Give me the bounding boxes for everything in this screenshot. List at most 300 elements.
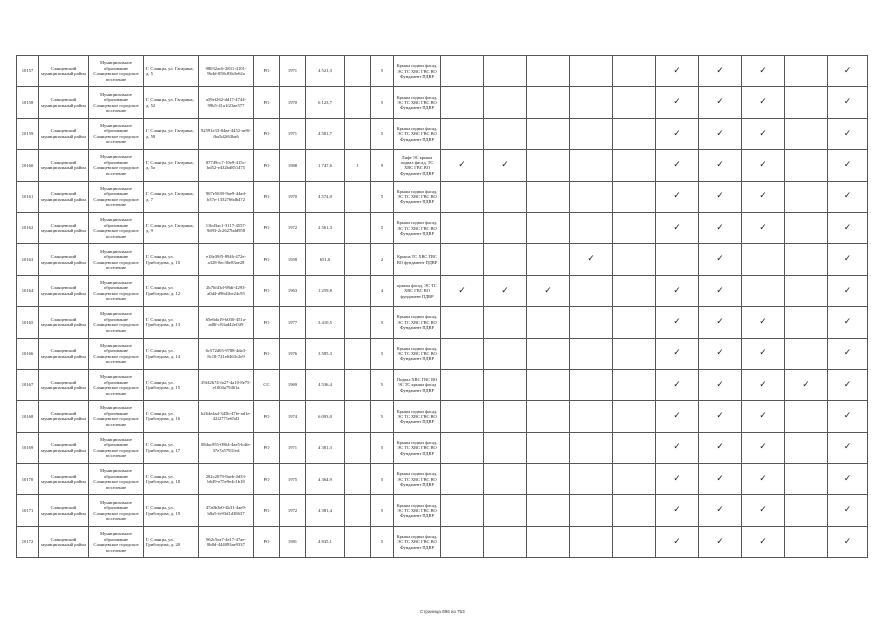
district-cell: Сланцевский муниципальный район — [39, 244, 89, 275]
empty-mark-cell — [484, 181, 527, 212]
check-mark-icon: ✓ — [656, 338, 699, 369]
table-body — [17, 56, 868, 558]
check-mark-icon: ✓ — [656, 464, 699, 495]
empty-mark-cell — [613, 181, 656, 212]
empty-mark-cell — [570, 150, 613, 181]
column-9-cell — [345, 526, 371, 557]
empty-mark-cell — [785, 150, 828, 181]
check-mark-icon: ✓ — [699, 56, 742, 87]
empty-mark-cell — [613, 495, 656, 526]
municipality-cell: Муниципальное образование Сланцевское городское поселение — [89, 526, 144, 557]
column-9-cell — [345, 495, 371, 526]
check-mark-icon: ✓ — [441, 275, 484, 306]
area-cell: 6 093,0 — [306, 401, 345, 432]
area-cell: 651,0 — [306, 244, 345, 275]
row-number: 10166 — [17, 338, 39, 369]
row-number: 10161 — [17, 181, 39, 212]
fias-code-cell: 6c572d03-9788-4da3-8c18-721e6463c2e9 — [199, 338, 254, 369]
management-form-cell: РО — [254, 495, 280, 526]
empty-mark-cell — [484, 401, 527, 432]
district-cell: Сланцевский муниципальный район — [39, 150, 89, 181]
fias-code-cell: 98032ac6-2831-4101-9b4d-858c83b3e62a — [199, 56, 254, 87]
check-mark-icon: ✓ — [828, 56, 868, 87]
management-form-cell: РО — [254, 244, 280, 275]
column-9-cell — [345, 401, 371, 432]
check-mark-icon: ✓ — [828, 432, 868, 463]
check-mark-icon: ✓ — [828, 181, 868, 212]
empty-mark-cell — [785, 181, 828, 212]
column-10-cell: 4 — [371, 275, 394, 306]
check-mark-icon: ✓ — [742, 150, 785, 181]
district-cell: Сланцевский муниципальный район — [39, 526, 89, 557]
address-cell: Г. Сланцы, ул. Грибоедова, д. 14 — [144, 338, 199, 369]
empty-mark-cell — [441, 244, 484, 275]
area-cell: 4 574,0 — [306, 181, 345, 212]
table-row — [17, 495, 868, 526]
empty-mark-cell — [441, 56, 484, 87]
empty-mark-cell — [613, 150, 656, 181]
management-form-cell: РО — [254, 181, 280, 212]
check-mark-icon: ✓ — [742, 118, 785, 149]
empty-mark-cell — [441, 432, 484, 463]
empty-mark-cell — [527, 401, 570, 432]
check-mark-icon: ✓ — [742, 56, 785, 87]
area-cell: 1 259,8 — [306, 275, 345, 306]
table-row — [17, 87, 868, 118]
district-cell: Сланцевский муниципальный район — [39, 401, 89, 432]
check-mark-icon: ✓ — [699, 338, 742, 369]
management-form-cell: СС — [254, 369, 280, 400]
works-cell: Крыша подвал фасад, ЭС ТС ХВС ГВС ВО Фундамент ПДВР — [394, 401, 441, 432]
management-form-cell: РО — [254, 212, 280, 243]
area-cell: 4 364,9 — [306, 464, 345, 495]
fias-code-cell: 08dac955-0964-4ae5-b4fe-37e7a57931ed — [199, 432, 254, 463]
address-cell: Г. Сланцы, ул. Грибоедова, д. 15 — [144, 369, 199, 400]
empty-mark-cell — [742, 244, 785, 275]
empty-mark-cell — [613, 432, 656, 463]
empty-mark-cell — [613, 338, 656, 369]
empty-mark-cell — [527, 369, 570, 400]
address-cell: Г. Сланцы, ул. Грибоедова, д. 13 — [144, 307, 199, 338]
empty-mark-cell — [785, 87, 828, 118]
empty-mark-cell — [570, 369, 613, 400]
empty-mark-cell — [484, 432, 527, 463]
page-footer: Страница 696 из 753 — [420, 609, 465, 614]
check-mark-icon: ✓ — [656, 150, 699, 181]
check-mark-icon: ✓ — [742, 526, 785, 557]
empty-mark-cell — [484, 495, 527, 526]
empty-mark-cell — [441, 401, 484, 432]
check-mark-icon: ✓ — [699, 432, 742, 463]
empty-mark-cell — [527, 495, 570, 526]
year-cell: 1969 — [280, 369, 306, 400]
check-mark-icon: ✓ — [828, 401, 868, 432]
column-9-cell — [345, 275, 371, 306]
check-mark-icon: ✓ — [742, 464, 785, 495]
management-form-cell: РО — [254, 56, 280, 87]
empty-mark-cell — [613, 118, 656, 149]
column-10-cell: 5 — [371, 212, 394, 243]
empty-mark-cell — [570, 526, 613, 557]
address-cell: Г. Сланцы, ул. Гагарина, д. 5а — [144, 150, 199, 181]
empty-mark-cell — [441, 495, 484, 526]
area-cell: 2 561,3 — [306, 212, 345, 243]
management-form-cell: РО — [254, 275, 280, 306]
management-form-cell: РО — [254, 401, 280, 432]
works-cell: Лифт ЭС крыша подвал фасад, ТС ХВС ГВС ВО Фундамент ПДВР — [394, 150, 441, 181]
empty-mark-cell — [613, 275, 656, 306]
works-cell: крыша фасад, ЭС ТС ХВС ГВС ВО фундамент ПДВР — [394, 275, 441, 306]
column-9-cell — [345, 432, 371, 463]
works-cell: Крыша ТС ХВС ГВС ВО фундамент ПДВР — [394, 244, 441, 275]
fias-code-cell: 92591e33-84ea-4452-ae9f-fba5d2f63ba6 — [199, 118, 254, 149]
row-number: 10158 — [17, 87, 39, 118]
year-cell: 1970 — [280, 181, 306, 212]
empty-mark-cell — [527, 338, 570, 369]
check-mark-icon: ✓ — [828, 244, 868, 275]
address-cell: Г. Сланцы, ул. Грибоедова, д. 12 — [144, 275, 199, 306]
year-cell: 1971 — [280, 118, 306, 149]
empty-mark-cell — [570, 56, 613, 87]
works-cell: Подвал ХВС ГВС ВО ЭС ТС крыша фасад Фундамент ПДВР — [394, 369, 441, 400]
check-mark-icon: ✓ — [484, 275, 527, 306]
year-cell: 1972 — [280, 495, 306, 526]
row-number: 10167 — [17, 369, 39, 400]
empty-mark-cell — [441, 464, 484, 495]
empty-mark-cell — [785, 244, 828, 275]
check-mark-icon: ✓ — [656, 495, 699, 526]
empty-mark-cell — [613, 87, 656, 118]
empty-mark-cell — [570, 275, 613, 306]
empty-mark-cell — [785, 56, 828, 87]
empty-mark-cell — [441, 181, 484, 212]
works-cell: Крыша подвал фасад, ЭС ТС ХВС ГВС ВО Фундамент ПДВР — [394, 307, 441, 338]
check-mark-icon: ✓ — [742, 212, 785, 243]
check-mark-icon: ✓ — [441, 150, 484, 181]
empty-mark-cell — [527, 244, 570, 275]
column-9-cell — [345, 464, 371, 495]
empty-mark-cell — [527, 181, 570, 212]
check-mark-icon: ✓ — [742, 401, 785, 432]
management-form-cell: РО — [254, 338, 280, 369]
table-row — [17, 181, 868, 212]
works-cell: Крыша подвал фасад, ЭС ТС ХВС ГВС ВО Фундамент ПДВР — [394, 181, 441, 212]
column-9-cell: 1 — [345, 150, 371, 181]
municipality-cell: Муниципальное образование Сланцевское городское поселение — [89, 338, 144, 369]
year-cell: 1975 — [280, 464, 306, 495]
row-number: 10169 — [17, 432, 39, 463]
empty-mark-cell — [785, 307, 828, 338]
check-mark-icon: ✓ — [785, 369, 828, 400]
management-form-cell: РО — [254, 150, 280, 181]
check-mark-icon: ✓ — [828, 307, 868, 338]
empty-mark-cell — [613, 526, 656, 557]
check-mark-icon: ✓ — [828, 338, 868, 369]
empty-mark-cell — [570, 87, 613, 118]
row-number: 10165 — [17, 307, 39, 338]
empty-mark-cell — [441, 118, 484, 149]
check-mark-icon: ✓ — [742, 432, 785, 463]
empty-mark-cell — [570, 464, 613, 495]
check-mark-icon: ✓ — [656, 181, 699, 212]
empty-mark-cell — [613, 464, 656, 495]
works-cell: Крыша подвал фасад, ЭС ТС ХВС ГВС ВО Фундамент ПДВР — [394, 87, 441, 118]
management-form-cell: РО — [254, 432, 280, 463]
area-cell: 4 521,3 — [306, 56, 345, 87]
check-mark-icon: ✓ — [828, 464, 868, 495]
check-mark-icon: ✓ — [656, 307, 699, 338]
empty-mark-cell — [441, 87, 484, 118]
municipality-cell: Муниципальное образование Сланцевское городское поселение — [89, 244, 144, 275]
table-row — [17, 464, 868, 495]
fias-code-cell: e18e39f5-8946-472e-a328-8ec36e83ae28 — [199, 244, 254, 275]
table-row — [17, 369, 868, 400]
empty-mark-cell — [484, 338, 527, 369]
table-row — [17, 56, 868, 87]
table-row — [17, 244, 868, 275]
column-10-cell: 9 — [371, 150, 394, 181]
management-form-cell: РО — [254, 118, 280, 149]
management-form-cell: РО — [254, 526, 280, 557]
check-mark-icon: ✓ — [656, 526, 699, 557]
check-mark-icon: ✓ — [742, 307, 785, 338]
column-10-cell: 5 — [371, 432, 394, 463]
empty-mark-cell — [785, 118, 828, 149]
district-cell: Сланцевский муниципальный район — [39, 275, 89, 306]
empty-mark-cell — [613, 401, 656, 432]
district-cell: Сланцевский муниципальный район — [39, 181, 89, 212]
empty-mark-cell — [570, 401, 613, 432]
empty-mark-cell — [570, 432, 613, 463]
management-form-cell: РО — [254, 464, 280, 495]
area-cell: 4 581,7 — [306, 118, 345, 149]
empty-mark-cell — [441, 212, 484, 243]
table-row — [17, 432, 868, 463]
year-cell: 1970 — [280, 87, 306, 118]
column-10-cell: 5 — [371, 118, 394, 149]
empty-mark-cell — [484, 526, 527, 557]
check-mark-icon: ✓ — [828, 150, 868, 181]
empty-mark-cell — [613, 56, 656, 87]
empty-mark-cell — [484, 118, 527, 149]
row-number: 10168 — [17, 401, 39, 432]
empty-mark-cell — [527, 118, 570, 149]
check-mark-icon: ✓ — [828, 495, 868, 526]
check-mark-icon: ✓ — [484, 150, 527, 181]
district-cell: Сланцевский муниципальный район — [39, 432, 89, 463]
empty-mark-cell — [785, 432, 828, 463]
column-9-cell — [345, 307, 371, 338]
empty-mark-cell — [785, 401, 828, 432]
municipality-cell: Муниципальное образование Сланцевское городское поселение — [89, 212, 144, 243]
works-cell: Крыша подвал фасад, ЭС ТС ХВС ГВС ВО Фундамент ПДВР — [394, 495, 441, 526]
municipality-cell: Муниципальное образование Сланцевское городское поселение — [89, 150, 144, 181]
check-mark-icon: ✓ — [570, 244, 613, 275]
check-mark-icon: ✓ — [699, 495, 742, 526]
empty-mark-cell — [484, 212, 527, 243]
district-cell: Сланцевский муниципальный район — [39, 338, 89, 369]
empty-mark-cell — [613, 212, 656, 243]
table-row — [17, 338, 868, 369]
row-number: 10172 — [17, 526, 39, 557]
district-cell: Сланцевский муниципальный район — [39, 87, 89, 118]
empty-mark-cell — [570, 307, 613, 338]
fias-code-cell: 29f42b74-fa27-4a10-8e75-e1004a79461a — [199, 369, 254, 400]
address-cell: Г. Сланцы, ул. Гагарина, д. 7 — [144, 181, 199, 212]
check-mark-icon: ✓ — [742, 369, 785, 400]
check-mark-icon: ✓ — [742, 87, 785, 118]
check-mark-icon: ✓ — [828, 118, 868, 149]
check-mark-icon: ✓ — [656, 275, 699, 306]
year-cell: 1981 — [280, 526, 306, 557]
municipality-cell: Муниципальное образование Сланцевское городское поселение — [89, 307, 144, 338]
empty-mark-cell — [527, 526, 570, 557]
check-mark-icon: ✓ — [828, 369, 868, 400]
check-mark-icon: ✓ — [828, 526, 868, 557]
row-number: 10171 — [17, 495, 39, 526]
column-10-cell: 5 — [371, 307, 394, 338]
check-mark-icon: ✓ — [699, 369, 742, 400]
works-cell: Крыша подвал фасад, ЭС ТС ХВС ГВС ВО Фундамент ПДВР — [394, 526, 441, 557]
empty-mark-cell — [527, 432, 570, 463]
area-cell: 1 747,6 — [306, 150, 345, 181]
check-mark-icon: ✓ — [527, 275, 570, 306]
area-cell: 4 835,1 — [306, 526, 345, 557]
empty-mark-cell — [570, 118, 613, 149]
district-cell: Сланцевский муниципальный район — [39, 307, 89, 338]
empty-mark-cell — [570, 495, 613, 526]
municipality-cell: Муниципальное образование Сланцевское городское поселение — [89, 432, 144, 463]
column-10-cell: 5 — [371, 369, 394, 400]
works-cell: Крыша подвал фасад, ЭС ТС ХВС ГВС ВО Фундамент ПДВР — [394, 338, 441, 369]
year-cell: 1963 — [280, 275, 306, 306]
address-cell: Г. Сланцы, ул. Грибоедова, д. 16 — [144, 401, 199, 432]
table-row — [17, 275, 868, 306]
empty-mark-cell — [484, 369, 527, 400]
row-number: 10160 — [17, 150, 39, 181]
empty-mark-cell — [785, 275, 828, 306]
empty-mark-cell — [484, 464, 527, 495]
area-cell: 6 123,7 — [306, 87, 345, 118]
table-row — [17, 150, 868, 181]
empty-mark-cell — [613, 244, 656, 275]
municipality-cell: Муниципальное образование Сланцевское городское поселение — [89, 87, 144, 118]
empty-mark-cell — [527, 150, 570, 181]
empty-mark-cell — [570, 181, 613, 212]
column-9-cell — [345, 56, 371, 87]
check-mark-icon: ✓ — [742, 495, 785, 526]
row-number: 10157 — [17, 56, 39, 87]
district-cell: Сланцевский муниципальный район — [39, 464, 89, 495]
table-row — [17, 526, 868, 557]
check-mark-icon: ✓ — [699, 212, 742, 243]
column-10-cell: 5 — [371, 338, 394, 369]
check-mark-icon: ✓ — [699, 244, 742, 275]
row-number: 10164 — [17, 275, 39, 306]
check-mark-icon: ✓ — [699, 181, 742, 212]
row-number: 10163 — [17, 244, 39, 275]
area-cell: 4 536,4 — [306, 369, 345, 400]
management-form-cell: РО — [254, 307, 280, 338]
works-cell: Крыша подвал фасад, ЭС ТС ХВС ГВС ВО Фундамент ПДВР — [394, 464, 441, 495]
fias-code-cell: 2b76f43d-98df-4293-a0d4-d96d1be24c95 — [199, 275, 254, 306]
column-9-cell — [345, 338, 371, 369]
year-cell: 1988 — [280, 150, 306, 181]
column-9-cell — [345, 118, 371, 149]
check-mark-icon: ✓ — [699, 87, 742, 118]
year-cell: 1971 — [280, 56, 306, 87]
check-mark-icon: ✓ — [699, 526, 742, 557]
column-9-cell — [345, 87, 371, 118]
table-row — [17, 307, 868, 338]
district-cell: Сланцевский муниципальный район — [39, 369, 89, 400]
address-cell: Г. Сланцы, ул. Грибоедова, д. 19 — [144, 495, 199, 526]
year-cell: 1958 — [280, 244, 306, 275]
empty-mark-cell — [656, 244, 699, 275]
address-cell: Г. Сланцы, ул. Гагарина, д. 5 — [144, 56, 199, 87]
municipality-cell: Муниципальное образование Сланцевское городское поселение — [89, 401, 144, 432]
district-cell: Сланцевский муниципальный район — [39, 118, 89, 149]
address-cell: Г. Сланцы, ул. Гагарина, д. 9 — [144, 212, 199, 243]
column-9-cell — [345, 369, 371, 400]
municipality-cell: Муниципальное образование Сланцевское городское поселение — [89, 118, 144, 149]
row-number: 10170 — [17, 464, 39, 495]
fias-code-cell: 65e6da19-b030-451a-ad8f-c83ad42ef3f9 — [199, 307, 254, 338]
municipality-cell: Муниципальное образование Сланцевское городское поселение — [89, 369, 144, 400]
check-mark-icon: ✓ — [699, 150, 742, 181]
address-cell: Г. Сланцы, ул. Грибоедова, д. 17 — [144, 432, 199, 463]
fias-code-cell: 47a0b3e0-4b31-4ae9-b8a5-fe93d1d38637 — [199, 495, 254, 526]
fias-code-cell: a59ef262-dd17-4744-99b5-41a1f23ae577 — [199, 87, 254, 118]
check-mark-icon: ✓ — [828, 275, 868, 306]
check-mark-icon: ✓ — [656, 432, 699, 463]
empty-mark-cell — [785, 526, 828, 557]
table-row — [17, 401, 868, 432]
fias-code-cell: 11bd3ac1-3117-4557-9d93-2c2627bdd958 — [199, 212, 254, 243]
area-cell: 3 585,3 — [306, 338, 345, 369]
table-row — [17, 212, 868, 243]
check-mark-icon: ✓ — [656, 118, 699, 149]
year-cell: 1972 — [280, 212, 306, 243]
empty-mark-cell — [441, 526, 484, 557]
works-cell: Крыша подвал фасад, ЭС ТС ХВС ГВС ВО Фундамент ПДВР — [394, 432, 441, 463]
column-10-cell: 5 — [371, 526, 394, 557]
empty-mark-cell — [441, 307, 484, 338]
empty-mark-cell — [785, 212, 828, 243]
empty-mark-cell — [785, 495, 828, 526]
address-cell: Г. Сланцы, ул. Гагарина, д. 52 — [144, 87, 199, 118]
empty-mark-cell — [484, 87, 527, 118]
column-10-cell: 5 — [371, 87, 394, 118]
empty-mark-cell — [785, 338, 828, 369]
empty-mark-cell — [570, 338, 613, 369]
fias-code-cell: 962c5ea7-4e17-47ae-8b0d-444093ae9337 — [199, 526, 254, 557]
municipality-cell: Муниципальное образование Сланцевское городское поселение — [89, 495, 144, 526]
column-10-cell: 5 — [371, 401, 394, 432]
works-cell: Крыша подвал фасад, ЭС ТС ХВС ГВС ВО Фундамент ПДВР — [394, 212, 441, 243]
check-mark-icon: ✓ — [656, 369, 699, 400]
buildings-table — [16, 55, 868, 558]
empty-mark-cell — [785, 464, 828, 495]
empty-mark-cell — [527, 212, 570, 243]
year-cell: 1971 — [280, 432, 306, 463]
empty-mark-cell — [527, 464, 570, 495]
municipality-cell: Муниципальное образование Сланцевское городское поселение — [89, 56, 144, 87]
works-cell: Крыша подвал фасад, ЭС ТС ХВС ГВС ВО Фундамент ПДВР — [394, 56, 441, 87]
check-mark-icon: ✓ — [656, 56, 699, 87]
address-cell: Г. Сланцы, ул. Грибоедова, д. 18 — [144, 464, 199, 495]
empty-mark-cell — [570, 212, 613, 243]
